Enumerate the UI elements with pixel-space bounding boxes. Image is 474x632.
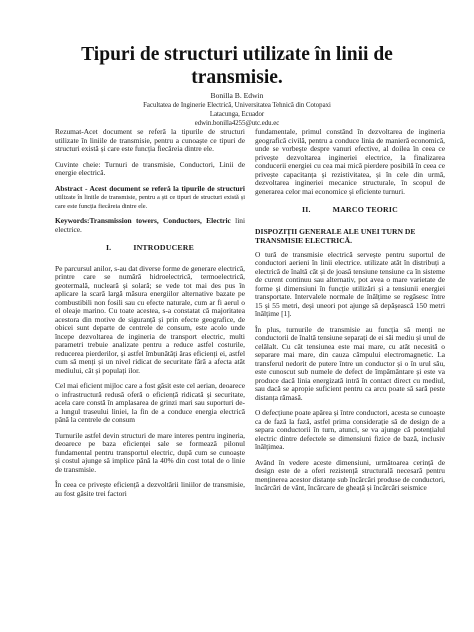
keywords-label: Keywords:Transmission towers, Conductors, Electric	[55, 216, 231, 225]
keywords-romanian: Cuvinte cheie: Turnuri de transmisie, Conductori, Linii de energie electrică.	[55, 159, 245, 177]
intro-paragraph-3: Turnurile astfel devin structuri de mare interes pentru ingineria, deoarece pe baza eficienței sale se formează pilonul fundamental pentru transportul electric, după cum se cunoaște și costul ajunge să implice până la 40% din cost total de o linie de transmisie.	[55, 430, 245, 474]
section-number: II.	[302, 205, 311, 214]
intro-paragraph-1: Pe parcursul anilor, s-au dat diverse forme de generare electrică, printre care se numără hidroelectrică, termoelectrică, geotermală, nucleară și solară; se vede tot mai des pus în aplicare la scară largă măsura energiilor alternative bazate pe combustibili non fosili sau cu efecte naturale, cum ar fi aerul o el oleaje marino. Cu toate acestea, s-a constatat că majoritatea acestora din motive de siguranță și prin efecte geografice, de obicei sunt departe de centrele de consum, este acolo unde începe dezvoltarea de ingineria de transport electric, multi parametri trebuie analizate pentru a reduce astfel costurile, reducerea pierderilor, și astfel îmbunătăți ăras eficienți ei, astfel cum să menți și un nivel ridicat de securitate fără a afecta atât mediului, cât și populați ilor.	[55, 263, 245, 375]
abstract-english	[55, 185, 245, 211]
section-heading-intro	[55, 244, 245, 253]
affiliation: Facultatea de Inginerie Electrică, Universitatea Tehnică din Cotopaxi	[143, 102, 331, 109]
theory-paragraph-2: În plus, turnurile de transmisie au funcția să menți ne conductorii de înaltă tensiune separați de ei săi mediu și unul de celălalt. Cu cât tensiunea este mai mare, cu atât necesită o separare mai mare, din cauza câmpului electromagnetic. La transferul nedorit de putere între un conductor și o în urul său, este cunoscut sub numele de defect de împământare și este va produce dacă linia energizată intră în contact direct cu mediul, sau dacă se apropie suficient pentru ca arcu poate să sară peste distanța rămasă.	[255, 324, 445, 402]
left-column	[55, 128, 245, 505]
author-name: Bonilla B. Edwin	[210, 91, 264, 100]
subsection-heading: DISPOZIȚII GENERALE ALE UNEI TURN DE TRANSMISIE ELECTRICĂ.	[255, 226, 416, 245]
intro-paragraph-2: Cel mai eficient mijloc care a fost găsit este cel aerian, deoarece o infrastructură redusă oferă o eficiență ridicată și securitate, acela care constă în amplasarea de grinzi mari sau suporturi de-a lungul traseului liniei, la fin de a conduce energia electrică până la centrele de consum	[55, 381, 245, 424]
location: Latacunga, Ecuador	[209, 111, 265, 118]
abstract-label: Abstract - Acest document se referă la tipurile de structuri	[55, 183, 245, 193]
keywords-text: lini electrice.	[55, 216, 245, 234]
section-title: MARCO TEORIC	[332, 205, 398, 214]
theory-paragraph-1: O tură de transmisie electrică servește pentru suportul de conductori aerieni în linii electrice. utilizate atât în distribuți a electrică de înaltă căt și de joasă tensiune tensiune ca în sisteme de curent continuu sau alternativ, pot avea o mare varietate de forme și dimensiuni în funcție utilizări și a tensiunii energiei transportate. Intervalele normale de înălțime se regăsesc între 15 și 55 metri, deși uneori pot ajunge să depășească 150 metri înălțime [1].	[255, 249, 445, 318]
intro-paragraph-4: În ceea ce privește eficiență a dezvoltării liniilor de transmisie, au fost găsite trei factori	[55, 480, 245, 498]
intro-continuation: fundamentale, primul constând în dezvoltarea de ingineria geografică civilă, pentru a conduce linia de manieră economică, unde se vorbește despre vanuri efective, al doilea în ceea ce privește dezvoltarea ingineriei electrice, la finalizarea conducerii energiei cu cea mai mică pierdere posibilă în ceea ce privește capacitanța și rezistivitatea, și în cele din urmă, dezvoltarea ingineriei mecanice structurale, în scopul de generarea celor mai economice și eficiente turnuri.	[255, 127, 445, 196]
theory-paragraph-4: Având în vedere aceste dimensiuni, următoarea cerință de design este de a oferi rezistență structurală necesară pentru menținerea acestor distanțe sub încărcări produse de conductori, încărcări de vânt, încărcare de gheață și încărcări seismice	[255, 457, 445, 492]
abstract-romanian	[55, 128, 245, 154]
keywords-english	[55, 217, 245, 234]
abstract-text: utilizate în liniile de transmisie, pentru a ști ce tipuri de structuri există și care este funcția fiecăreia dintre ele.	[55, 194, 245, 210]
email: edwin.bonilla4255@utc.edu.ec	[194, 120, 280, 127]
section-title: INTRODUCERE	[133, 243, 195, 252]
right-column	[255, 128, 445, 500]
section-heading-theory	[255, 206, 445, 215]
theory-paragraph-3: O defecțiune poate apărea și între conductori, acesta se cunoaște ca de fază la fază, astfel prima considerație să de design de a separa conductorii în turn, atunci, se va ajunge că potențialul electric dintre defectele se dimensiuni fizice de bază, inclusiv înălțimea.	[255, 408, 446, 451]
section-number: I.	[105, 243, 112, 252]
paper-title: Tipuri de structuri utilizate în linii de transmisie.	[81, 44, 393, 88]
abstract-romanian-text: Rezumat-Acet document se referă la tipurile de structuri utilizate în liniile de transmisie, pentru a cunoaște ce tipuri de structuri există și care este funcția fiecăreia dintre ele.	[55, 127, 245, 153]
